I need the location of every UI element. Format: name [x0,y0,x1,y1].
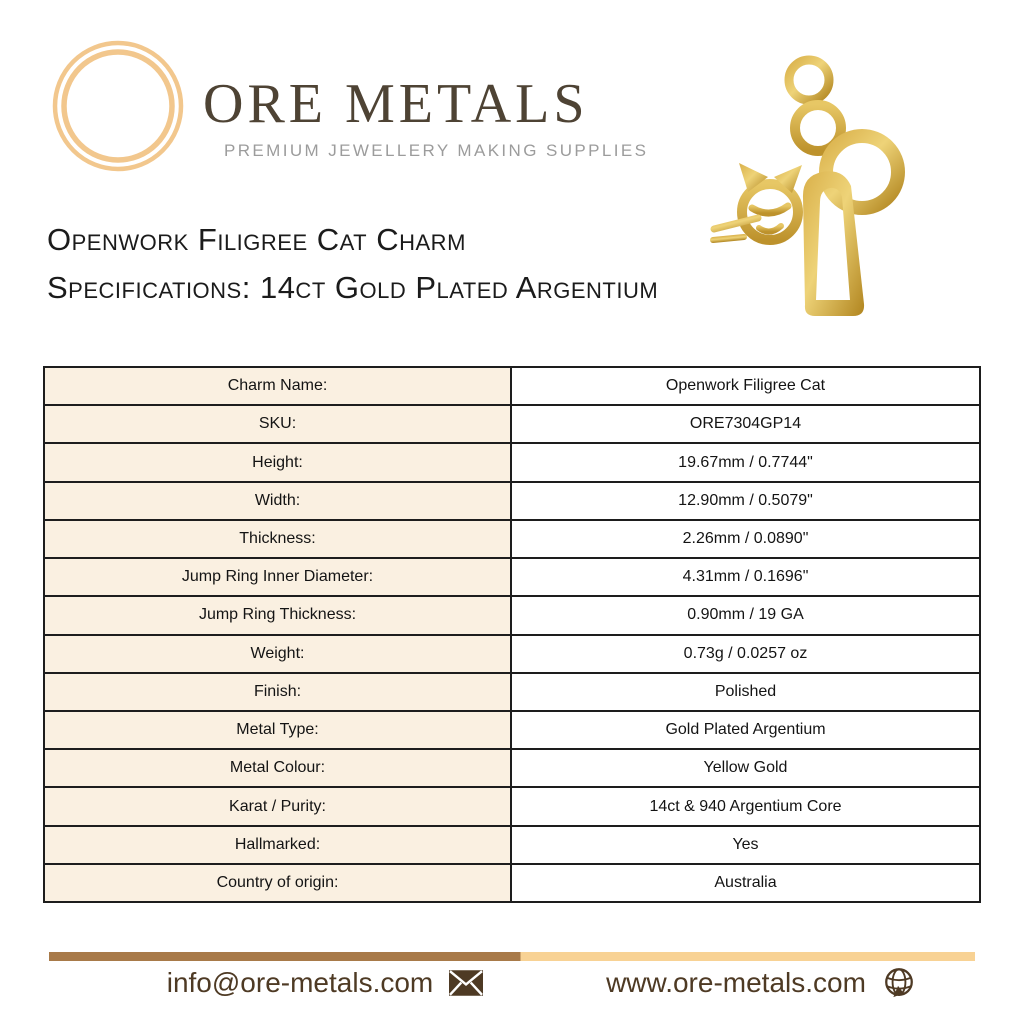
envelope-icon [449,966,485,1000]
footer-divider-bar [49,952,975,961]
table-row [45,444,979,482]
table-row [45,559,979,597]
table-row [45,406,979,444]
product-image-cat-charm [702,16,992,346]
table-row [45,712,979,750]
globe-icon [882,966,918,1000]
brand-name: ORE METALS [203,73,589,135]
spec-label-cell: Jump Ring Inner Diameter: [45,559,512,595]
spec-value-cell: 14ct & 940 Argentium Core [512,788,979,824]
spec-value-cell: Polished [512,674,979,710]
spec-value-cell: Gold Plated Argentium [512,712,979,748]
table-row [45,788,979,826]
footer-website-group [512,962,1012,1004]
table-row [45,521,979,559]
table-row [45,865,979,901]
spec-label-cell: Charm Name: [45,368,512,404]
table-row [45,368,979,406]
spec-label-cell: Width: [45,483,512,519]
spec-label-cell: Finish: [45,674,512,710]
spec-value-cell: Australia [512,865,979,901]
footer-email-group [70,962,582,1004]
email-link[interactable]: info@ore-metals.com [166,967,434,998]
spec-value-cell: 0.90mm / 19 GA [512,597,979,633]
spec-value-cell: 0.73g / 0.0257 oz [512,636,979,672]
spec-value-cell: 2.26mm / 0.0890" [512,521,979,557]
product-title: Openwork Filigree Cat Charm [47,222,466,257]
spec-label-cell: Jump Ring Thickness: [45,597,512,633]
table-row [45,597,979,635]
spec-table [43,366,981,903]
spec-value-cell: Yellow Gold [512,750,979,786]
table-row [45,827,979,865]
table-row [45,636,979,674]
spec-label-cell: Country of origin: [45,865,512,901]
spec-value-cell: 19.67mm / 0.7744" [512,444,979,480]
spec-value-cell: 4.31mm / 0.1696" [512,559,979,595]
spec-label-cell: Height: [45,444,512,480]
spec-value-cell: 12.90mm / 0.5079" [512,483,979,519]
spec-value-cell: Openwork Filigree Cat [512,368,979,404]
spec-value-cell: Yes [512,827,979,863]
spec-label-cell: Thickness: [45,521,512,557]
spec-label-cell: Metal Type: [45,712,512,748]
spec-label-cell: Hallmarked: [45,827,512,863]
table-row [45,750,979,788]
website-link[interactable]: www.ore-metals.com [606,967,866,998]
brand-logo-rings-icon [50,38,186,174]
spec-value-cell: ORE7304GP14 [512,406,979,442]
brand-tagline: PREMIUM JEWELLERY MAKING SUPPLIES [224,141,649,160]
spec-label-cell: SKU: [45,406,512,442]
product-subtitle: Specifications: 14ct Gold Plated Argentium [47,270,659,305]
spec-label-cell: Karat / Purity: [45,788,512,824]
table-row [45,483,979,521]
table-row [45,674,979,712]
spec-label-cell: Metal Colour: [45,750,512,786]
spec-label-cell: Weight: [45,636,512,672]
